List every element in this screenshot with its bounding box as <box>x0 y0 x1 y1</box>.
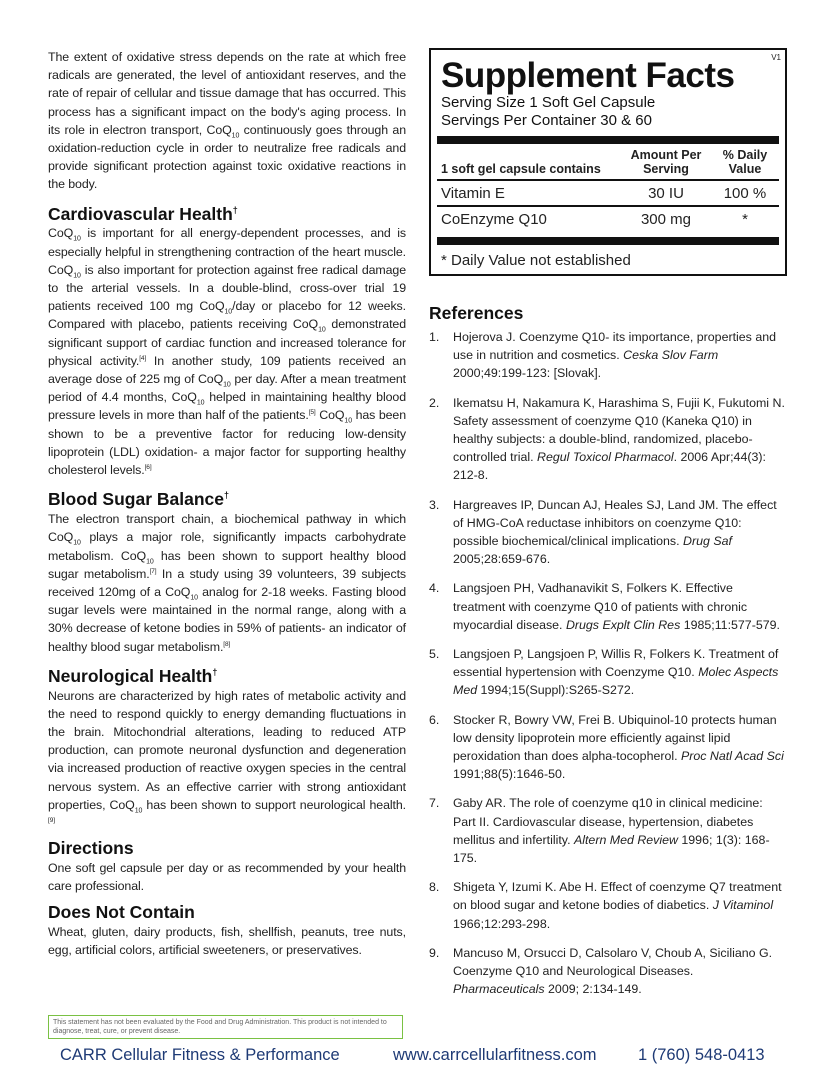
facts-header-row <box>441 148 779 179</box>
references-heading: References <box>429 303 524 323</box>
blood-sugar-heading: Blood Sugar Balance† <box>48 489 230 510</box>
nutrient-dv: * <box>742 210 748 228</box>
does-not-contain-text: Wheat, gluten, dairy products, fish, shellfish, peanuts, tree nuts, egg, artificial colors, artificial sweeteners, or preservatives. <box>48 924 406 957</box>
reference-item: 3. Hargreaves IP, Duncan AJ, Heales SJ, Land JM. The effect of HMG-CoA reductase inhibitors on coenzyme Q10: possible biochemical/clinical implications. Drug Saf 2005;28:659-676. <box>429 497 777 567</box>
facts-row <box>441 207 779 231</box>
neurological-heading: Neurological Health† <box>48 665 218 686</box>
nutrient-name: Vitamin E <box>441 184 505 202</box>
nutrient-amount: 30 IU <box>648 184 684 202</box>
reference-item: 2. Ikematsu H, Nakamura K, Harashima S, Fujii K, Fukutomi N. Safety assessment of coenzyme Q10 (Kaneka Q10) in healthy subjects: a double-blind, randomized, placebo-controlled trial. Regul Toxicol Pharmacol. 2006 Apr;44(3): 212-8. <box>429 395 785 483</box>
directions-text: One soft gel capsule per day or as recommended by your health care professional. <box>48 861 406 894</box>
nutrient-name: CoEnzyme Q10 <box>441 210 547 228</box>
reference-item: 8. Shigeta Y, Izumi K. Abe H. Effect of coenzyme Q7 treatment on blood sugar and ketone bodies of diabetics. J Vitaminol 1966;12:293-298. <box>429 880 782 931</box>
does-not-contain-heading: Does Not Contain <box>48 901 195 922</box>
serving-size: Serving Size 1 Soft Gel Capsule <box>441 94 656 111</box>
reference-item: 7. Gaby AR. The role of coenzyme q10 in clinical medicine: Part II. Cardiovascular disease, hypertension, diabetes mellitus and infertility. Altern Med Review 1996; 1(3): 168-175. <box>429 796 770 866</box>
facts-footnote: * Daily Value not established <box>441 252 631 269</box>
phone-number: 1 (760) 548-0413 <box>638 1046 765 1064</box>
company-name: CARR Cellular Fitness & Performance <box>60 1046 340 1064</box>
version-label: V1 <box>771 53 781 62</box>
reference-item: 4. Langsjoen PH, Vadhanavikit S, Folkers K. Effective treatment with coenzyme Q10 of patients with chronic myocardial disease. Drugs Explt Clin Res 1985;11:577-579. <box>429 581 780 632</box>
nutrient-dv: 100 % <box>723 184 767 202</box>
intro-paragraph: The extent of oxidative stress depends on the rate at which free radicals are generated, the level of antioxidant reserves, and the rate of repair of cellular and tissue damage that has occurred. This process has a significant impact on the body's aging process. In its role in electron transport, CoQ$_{10}$ continuously goes through an oxidation-reduction cycle in order to neutralize free radicals and provide significant protection against toxic oxidative reactions in the body. <box>48 50 406 192</box>
col-contains: 1 soft gel capsule contains <box>441 162 601 176</box>
reference-item: 9. Mancuso M, Orsucci D, Calsolaro V, Choub A, Siciliano G. Coenzyme Q10 and Neurological Diseases. Pharmaceuticals 2009; 2:134-149. <box>429 945 773 997</box>
reference-item: 5. Langsjoen P, Langsjoen P, Willis R, Folkers K. Treatment of essential hypertension with Coenzyme Q10. Molec Aspects Med 1994;15(Suppl):S265-S272. <box>429 647 779 698</box>
left-column <box>48 48 406 959</box>
thick-divider <box>437 136 779 144</box>
fda-disclaimer: This statement has not been evaluated by the Food and Drug Administration. This product is not intended to diagnose, treat, cure, or prevent disease. <box>48 1015 403 1039</box>
directions-heading: Directions <box>48 838 134 859</box>
facts-title: Supplement Facts <box>441 56 735 95</box>
website-link[interactable]: www.carrcellularfitness.com <box>393 1046 597 1064</box>
cardiovascular-heading: Cardiovascular Health† <box>48 203 238 224</box>
col-amount: Amount Per Serving <box>630 148 702 176</box>
cardiovascular-paragraph: CoQ$_{10}$ is important for all energy-dependent processes, and is especially helpful in strengthening contraction of the heart muscle. CoQ$_{10}$ is also important for protection against free radical damage to the arterial vessels. In a double-blind, cross-over trial 19 patients received 100 mg CoQ$_{10}$/day or placebo for 12 weeks. Compared with placebo, patients receiving CoQ$_{10}$ demonstrated significant support of cardiac function and increased tolerance for physical activity.[4] In another study, 109 patients received an average dose of 225 mg of CoQ$_{10}$ per day. After a mean treatment period of 4.4 months, CoQ$_{10}$ helped in maintaining healthy blood pressure levels in more than half of the patients.[5] CoQ$_{10}$ has been shown to be a preventive factor for reducing low-density lipoprotein (LDL) oxidation- a major factor for supporting healthy cholesterol levels.[6] <box>48 226 407 478</box>
col-daily-value: % Daily Value <box>722 148 768 176</box>
facts-row <box>441 181 779 205</box>
reference-item: 6. Stocker R, Bowry VW, Frei B. Ubiquinol-10 protects human low density lipoprotein more efficiently against lipid peroxidation than does alpha-tocopherol. Proc Natl Acad Sci 1991;88(5):1646-50. <box>429 712 784 782</box>
references-list <box>429 328 787 999</box>
neurological-paragraph: Neurons are characterized by high rates of metabolic activity and the need to respond quickly to energy demanding fluctuations in the brain. Mitochondrial alterations, leading to reduced ATP production, can promote neuronal dysfunction and degeneration via increased production of reactive oxygen species in the central nervous system. As an effective carrier with strong antioxidant properties, CoQ$_{10}$ has been shown to support neurological health.[9] <box>48 688 406 824</box>
thick-divider <box>437 237 779 245</box>
nutrient-amount: 300 mg <box>640 210 692 228</box>
blood-sugar-paragraph: The electron transport chain, a biochemical pathway in which CoQ$_{10}$ plays a major role, significantly impacts carbohydrate metabolism. CoQ$_{10}$ has been shown to support healthy blood sugar metabolism.[7] In a study using 39 volunteers, 39 subjects received 120mg of a CoQ$_{10}$ analog for 2-18 weeks. Fasting blood sugar levels were maintained in the normal range, along with a 30% decrease of ketone bodies in 59% of patients- an indicator of healthy blood sugar metabolism.[8] <box>48 512 407 654</box>
servings-per-container: Servings Per Container 30 & 60 <box>441 112 652 129</box>
supplement-facts-panel <box>429 48 787 276</box>
reference-item: 1. Hojerova J. Coenzyme Q10- its importance, properties and use in nutrition and cosmetics. Ceska Slov Farm 2000;49:199-123: [Slovak]. <box>429 330 776 381</box>
right-column <box>429 48 787 1010</box>
